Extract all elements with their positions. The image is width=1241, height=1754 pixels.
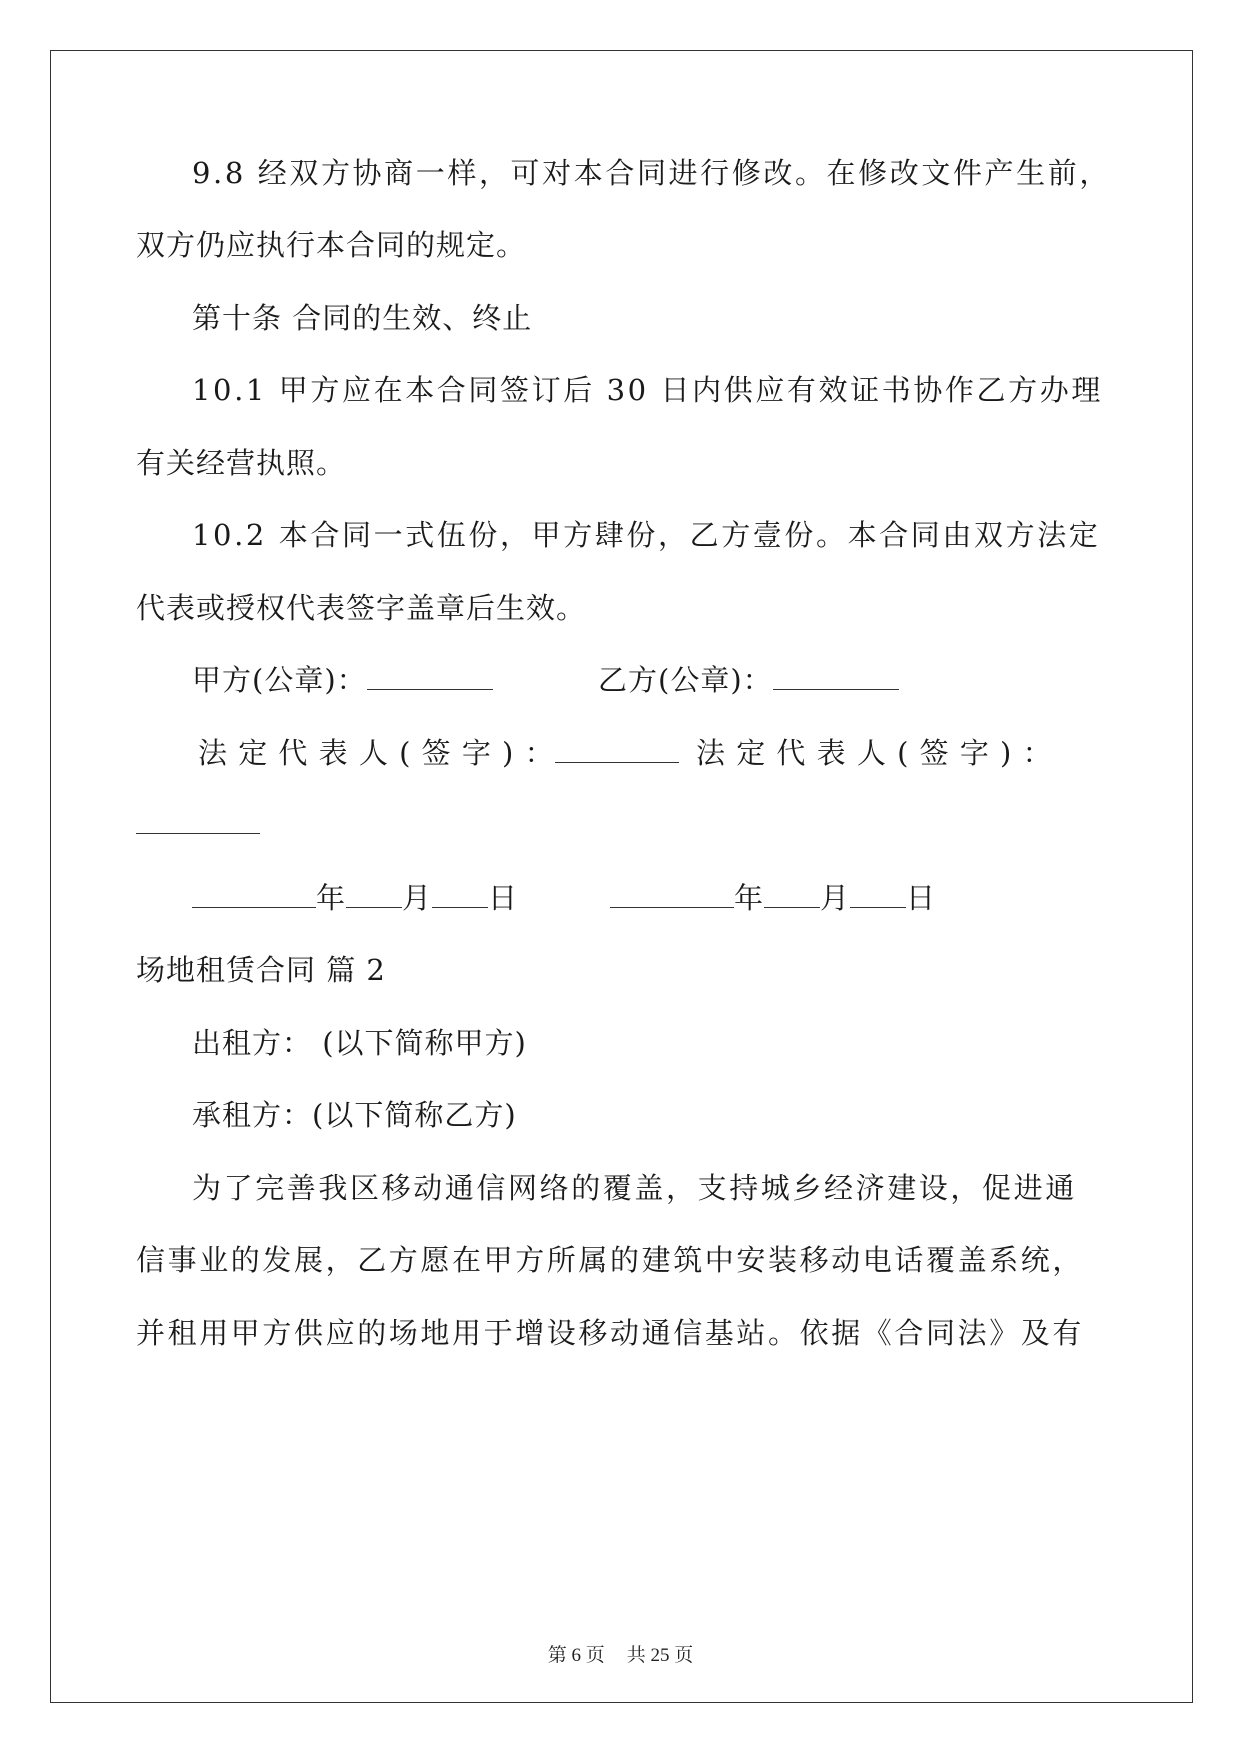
page-total: 共 25 页 [626, 1645, 694, 1666]
party-a-seal-blank [367, 665, 493, 690]
purpose-line-1: 为了完善我区移动通信网络的覆盖，支持城乡经济建设，促进通 [192, 1171, 1077, 1205]
party-a-seal [192, 662, 493, 698]
party-b-month: 月 [820, 881, 851, 915]
party-a-seal-label: 甲方(公章)： [192, 663, 367, 697]
lessee-line: 承租方：(以下简称乙方) [192, 1098, 517, 1132]
section-2-title: 场地租赁合同 篇 2 [136, 953, 386, 987]
clause-10-1-line-2: 有关经营执照。 [136, 446, 347, 480]
party-a-rep [198, 735, 679, 771]
party-a-year: 年 [316, 881, 347, 915]
purpose-line-2: 信事业的发展，乙方愿在甲方所属的建筑中安装移动电话覆盖系统， [136, 1243, 1085, 1277]
party-a-date [192, 880, 518, 916]
party-b-day: 日 [906, 881, 937, 915]
party-b-year: 年 [734, 881, 765, 915]
party-a-month-blank [346, 883, 402, 908]
party-b-seal-blank [773, 665, 899, 690]
party-a-rep-blank [555, 738, 679, 763]
party-b-rep-blank [136, 815, 260, 834]
party-a-year-blank [192, 883, 316, 908]
party-b-year-blank [610, 883, 734, 908]
page-frame [50, 50, 1193, 1703]
clause-10-1-line-1: 10.1 甲方应在本合同签订后 30 日内供应有效证书协作乙方办理 [192, 373, 1103, 407]
clause-9-8-line-1: 9.8 经双方协商一样，可对本合同进行修改。在修改文件产生前， [192, 156, 1111, 190]
article-10-heading: 第十条 合同的生效、终止 [192, 301, 533, 335]
party-b-day-blank [850, 883, 906, 908]
party-a-month: 月 [402, 881, 433, 915]
clause-9-8-line-2: 双方仍应执行本合同的规定。 [136, 228, 527, 262]
party-a-day: 日 [488, 881, 519, 915]
clause-10-2-line-1: 10.2 本合同一式伍份，甲方肆份，乙方壹份。本合同由双方法定 [192, 518, 1101, 552]
party-b-date [610, 880, 936, 916]
page-footer [0, 1640, 1241, 1667]
party-b-seal [598, 662, 899, 698]
party-b-seal-label: 乙方(公章)： [598, 663, 773, 697]
page-number: 第 6 页 [547, 1645, 605, 1666]
lessor-line: 出租方： (以下简称甲方) [192, 1026, 527, 1060]
party-b-rep [696, 735, 1053, 771]
party-b-month-blank [764, 883, 820, 908]
party-a-rep-label: 法 定 代 表 人 ( 签 字 ) ： [198, 736, 555, 770]
clause-10-2-line-2: 代表或授权代表签字盖章后生效。 [136, 591, 587, 625]
purpose-line-3: 并租用甲方供应的场地用于增设移动通信基站。依据《合同法》及有 [136, 1316, 1085, 1350]
party-a-day-blank [432, 883, 488, 908]
party-b-rep-label: 法 定 代 表 人 ( 签 字 ) ： [696, 736, 1053, 770]
